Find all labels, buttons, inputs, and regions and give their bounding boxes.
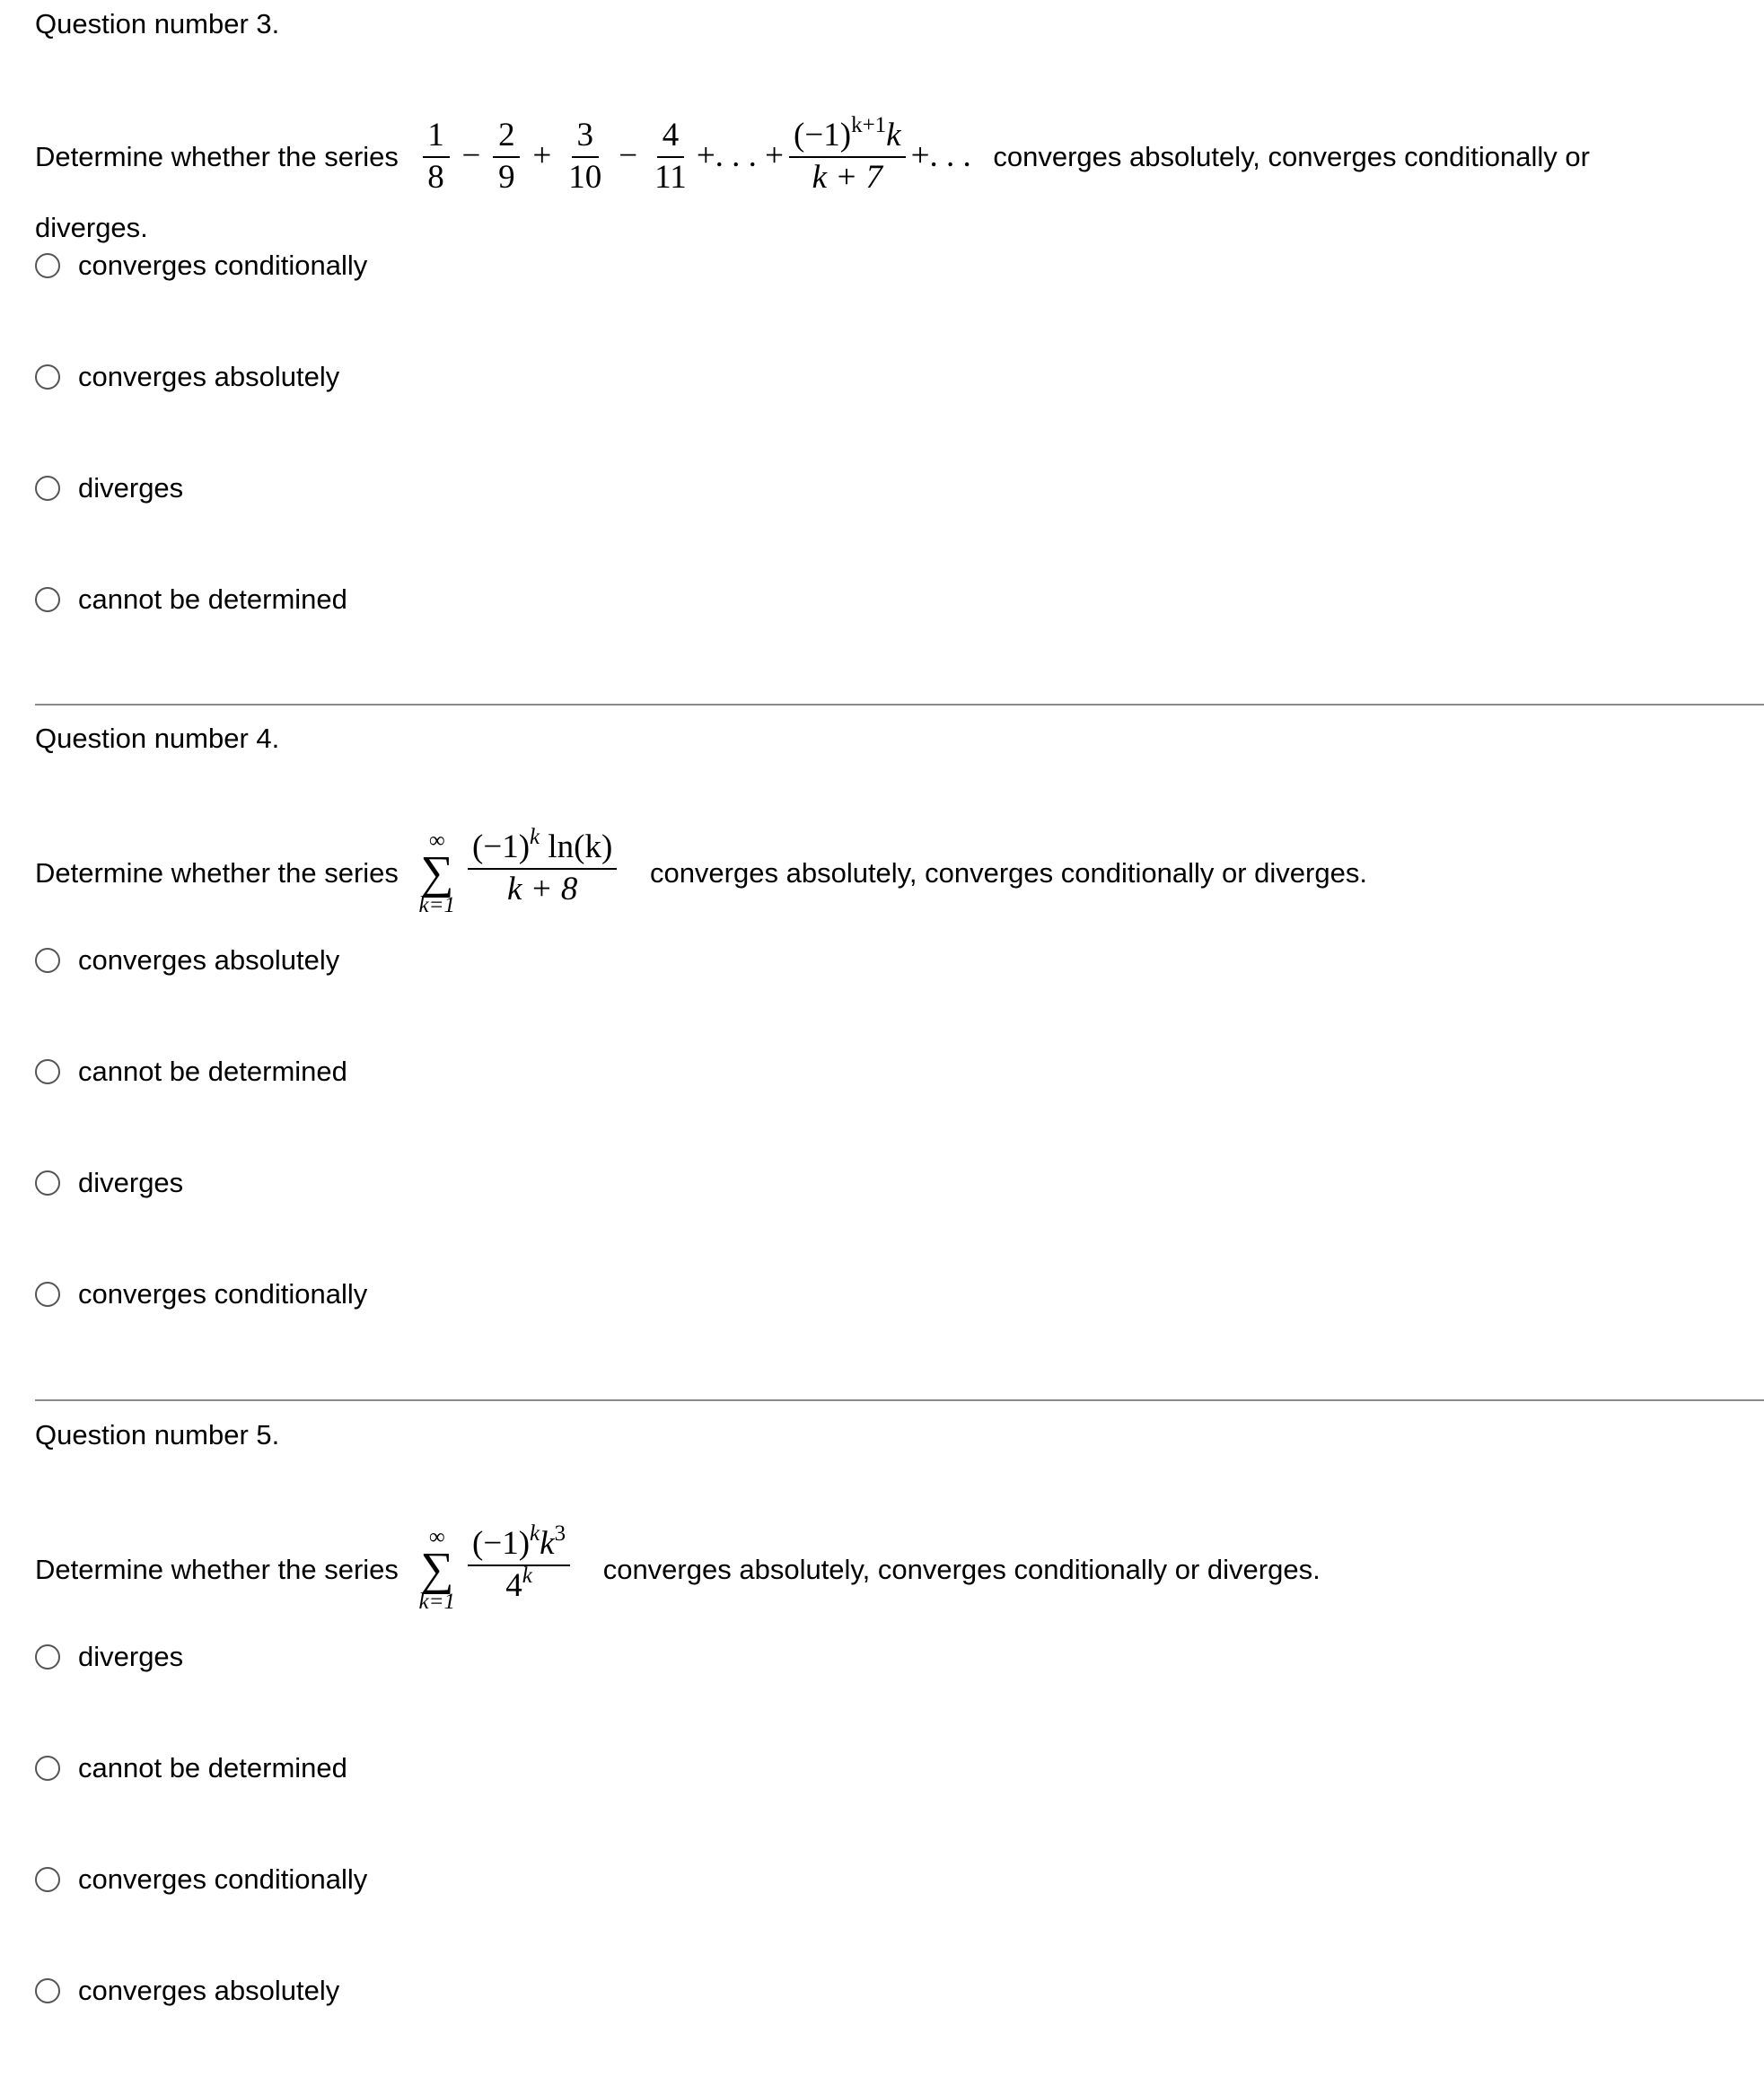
- fraction-numerator: 3: [572, 118, 599, 158]
- option-label: converges conditionally: [78, 1863, 368, 1895]
- term-fraction: [650, 118, 691, 196]
- general-term-fraction: [789, 113, 906, 196]
- question-4: [35, 723, 279, 754]
- fraction-numerator: 4: [657, 118, 684, 158]
- question-5: [35, 1420, 279, 1451]
- option-cannot-be-determined[interactable]: [35, 582, 367, 618]
- prompt-text-after: converges absolutely, converges conditionally or: [993, 140, 1590, 172]
- summation-upper-limit: ∞: [428, 1525, 445, 1549]
- option-converges-absolutely[interactable]: [35, 942, 367, 978]
- term-fraction: [423, 118, 450, 196]
- option-label: diverges: [78, 472, 184, 504]
- term-fraction: [493, 118, 520, 196]
- question-3-options: [35, 248, 367, 618]
- summation-lower-limit: k=1: [418, 1590, 456, 1614]
- fraction-numerator: $(-1)^{k+1}k$: [789, 118, 906, 158]
- radio-button[interactable]: [35, 253, 60, 278]
- math-operator: +: [532, 137, 552, 175]
- option-converges-absolutely[interactable]: [35, 359, 367, 395]
- radio-button[interactable]: [35, 476, 60, 501]
- radio-button[interactable]: [35, 948, 60, 973]
- radio-button[interactable]: [35, 1059, 60, 1084]
- question-divider: [35, 704, 1764, 706]
- radio-button[interactable]: [35, 1282, 60, 1307]
- fraction-denominator: 11: [654, 158, 687, 196]
- question-5-prompt: [35, 1521, 1741, 1615]
- option-converges-conditionally[interactable]: [35, 1276, 367, 1312]
- summation: [419, 828, 455, 918]
- radio-button[interactable]: [35, 1644, 60, 1670]
- prompt-text-wrap: diverges.: [35, 212, 148, 243]
- general-term-fraction: [468, 825, 617, 907]
- sigma-symbol: ∑: [420, 847, 454, 898]
- math-operator: −: [461, 137, 481, 175]
- option-cannot-be-determined[interactable]: [35, 1054, 367, 1090]
- fraction-numerator: $(-1)^kk^3$: [468, 1526, 570, 1566]
- prompt-text-after: converges absolutely, converges conditionally or diverges.: [602, 1554, 1321, 1585]
- option-label: cannot be determined: [78, 1056, 347, 1087]
- question-title: Question number 4.: [35, 723, 280, 754]
- summation-upper-limit: ∞: [428, 828, 445, 853]
- option-label: diverges: [78, 1641, 184, 1672]
- option-label: converges absolutely: [78, 944, 340, 976]
- prompt-text-before: Determine whether the series: [35, 1554, 399, 1585]
- term-fraction: [564, 118, 606, 196]
- general-term-fraction: [468, 1521, 570, 1604]
- option-label: cannot be determined: [78, 583, 347, 615]
- radio-button[interactable]: [35, 1756, 60, 1781]
- fraction-numerator: $(-1)^k$ ln(k): [468, 829, 617, 870]
- fraction-numerator: 2: [493, 118, 520, 158]
- option-label: diverges: [78, 1167, 184, 1198]
- math-operator: +. . . +: [696, 137, 785, 175]
- question-3-prompt: [35, 113, 1741, 196]
- fraction-denominator: 4$^k$: [505, 1564, 532, 1604]
- fraction-denominator: 10: [568, 158, 602, 196]
- question-4-prompt: [35, 825, 1741, 918]
- question-divider: [35, 1399, 1764, 1401]
- radio-button[interactable]: [35, 1978, 60, 2003]
- option-label: converges conditionally: [78, 250, 368, 281]
- option-diverges[interactable]: [35, 470, 367, 506]
- fraction-numerator: 1: [423, 118, 450, 158]
- option-cannot-be-determined[interactable]: [35, 1750, 367, 1786]
- prompt-text-after: converges absolutely, converges conditionally or diverges.: [649, 857, 1367, 889]
- option-label: converges absolutely: [78, 361, 340, 392]
- series-expression: [418, 1521, 575, 1615]
- summation: [419, 1525, 455, 1615]
- option-diverges[interactable]: [35, 1165, 367, 1201]
- prompt-text-before: Determine whether the series: [35, 857, 399, 889]
- prompt-text-before: Determine whether the series: [35, 140, 399, 172]
- option-label: cannot be determined: [78, 1752, 347, 1784]
- option-label: converges absolutely: [78, 1975, 340, 2006]
- question-3: [35, 9, 279, 39]
- radio-button[interactable]: [35, 364, 60, 390]
- series-expression: [418, 825, 621, 918]
- option-diverges[interactable]: [35, 1639, 367, 1675]
- question-5-options: [35, 1639, 367, 2009]
- math-operator: −: [619, 137, 638, 175]
- fraction-denominator: k + 7: [812, 158, 883, 196]
- question-4-options: [35, 942, 367, 1312]
- fraction-denominator: 9: [498, 158, 515, 196]
- series-expression: [419, 113, 973, 196]
- sigma-symbol: ∑: [420, 1544, 454, 1595]
- fraction-denominator: 8: [427, 158, 444, 196]
- summation-lower-limit: k=1: [418, 893, 456, 917]
- option-converges-absolutely[interactable]: [35, 1973, 367, 2009]
- question-title: Question number 3.: [35, 8, 280, 39]
- fraction-denominator: k + 8: [506, 871, 578, 907]
- radio-button[interactable]: [35, 587, 60, 612]
- question-title: Question number 5.: [35, 1419, 280, 1451]
- radio-button[interactable]: [35, 1170, 60, 1196]
- math-operator: +. . .: [910, 137, 971, 175]
- option-label: converges conditionally: [78, 1278, 368, 1310]
- option-converges-conditionally[interactable]: [35, 248, 367, 284]
- radio-button[interactable]: [35, 1867, 60, 1892]
- option-converges-conditionally[interactable]: [35, 1862, 367, 1898]
